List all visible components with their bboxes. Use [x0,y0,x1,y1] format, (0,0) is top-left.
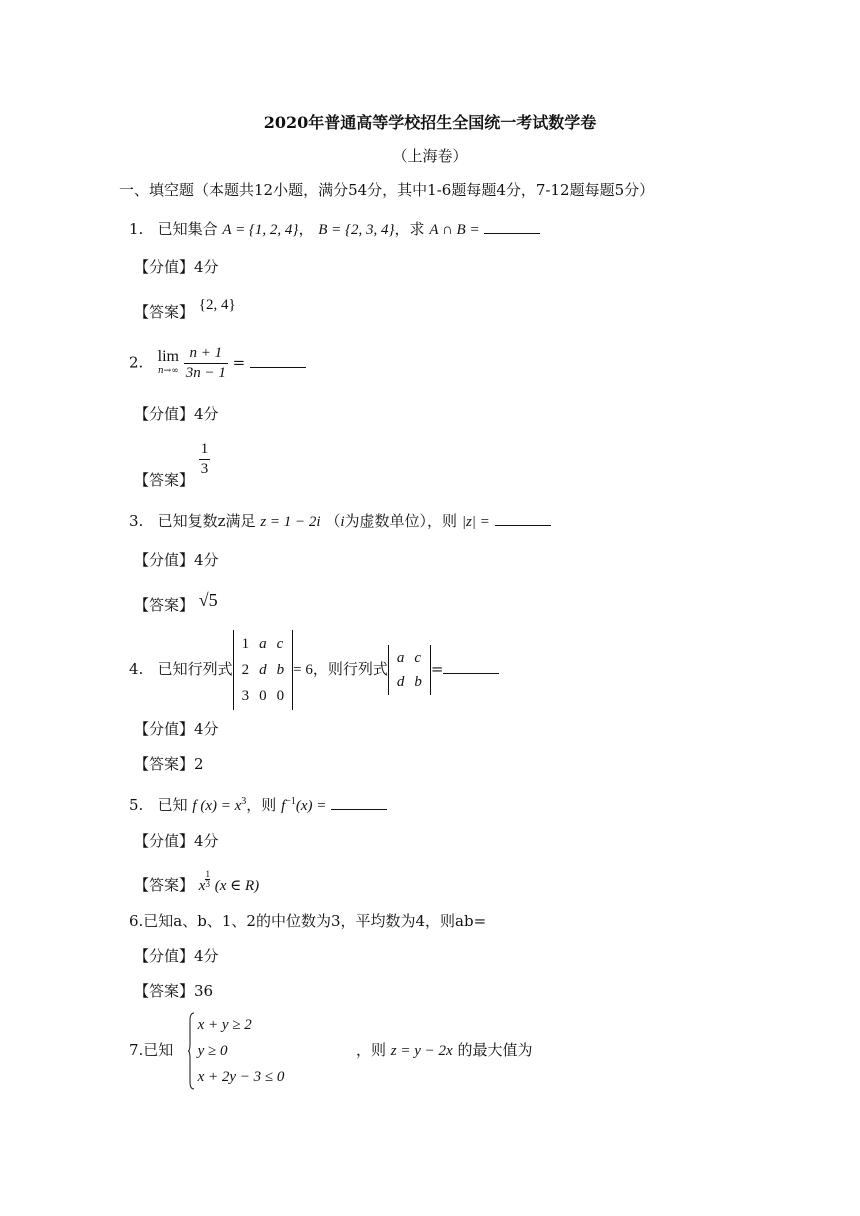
q1-comma: ， [298,220,314,238]
det3-cell: 0 [259,688,267,704]
det3-cell: 3 [241,688,250,704]
q3-blank [495,511,551,526]
q5-answer [134,869,260,895]
det3-cell: d [259,662,267,678]
det3-cell: c [276,636,284,652]
q5-text-b: ，则 [246,796,277,814]
question-2 [129,344,306,383]
q5-exp-num: 1 [205,869,210,879]
q3-text-b: （ [325,512,341,530]
q4-number: 4. [129,660,144,678]
question-6: 6.已知a、b、1、2的中位数为3，平均数为4，则ab= [129,912,487,930]
q4-answer: 【答案】2 [134,755,204,773]
q2-blank [250,353,306,368]
det3-cell: 0 [276,688,285,704]
q5-inverse: f [281,798,286,814]
q1-set-a: A = {1, 2, 4} [222,222,299,238]
q3-text-c: 为虚数单位），则 [344,512,458,530]
det2-cell: c [414,650,422,666]
question-3 [129,511,551,531]
q5-answer-base: x [198,878,206,894]
q1-expr: A ∩ B = [429,222,480,238]
q1-text-b: ，求 [394,220,425,238]
q5-answer-exponent [205,870,210,889]
q1-score: 【分值】4分 [134,258,219,276]
q2-fraction [184,344,228,383]
q5-score: 【分值】4分 [134,832,219,850]
q1-answer [134,297,236,322]
q1-text-a: 已知集合 [157,220,218,238]
q5-number: 5. [129,796,144,814]
q5-answer-label: 【答案】 [134,876,195,894]
q2-answer [134,440,210,489]
q1-blank [484,219,540,234]
q7-text-c: 的最大值为 [457,1041,533,1059]
det2-cell: b [414,674,422,690]
question-5 [129,793,387,815]
q2-limit [157,347,179,378]
q5-inverse-arg: (x) = [295,798,327,814]
q2-numerator: n + 1 [184,344,228,364]
q3-text-a: 已知复数z满足 [157,512,256,530]
q4-equals: = [430,660,444,678]
det3-cell: 1 [241,636,250,652]
q4-text-b: ，则行列式 [312,660,388,678]
det3-cell: b [276,662,285,678]
q5-blank [331,795,387,810]
q2-lim-sub: n→∞ [157,365,179,376]
q5-function: f (x) = x [192,798,242,814]
det2-cell: d [396,674,405,690]
q5-exp-den: 3 [205,879,210,889]
q1-number: 1. [129,220,144,238]
q1-set-b: B = {2, 3, 4} [318,222,395,238]
page-title: 2020年普通高等学校招生全国统一考试数学卷 [263,113,597,132]
q3-expr: z = 1 − 2i [260,514,321,530]
q3-answer [134,590,218,614]
q2-answer-den: 3 [200,461,209,477]
det3-cell: 2 [241,662,250,678]
q2-equals: = [232,353,246,372]
q6-score: 【分值】4分 [134,947,219,965]
question-1 [129,219,540,239]
q6-answer: 【答案】36 [134,982,214,1000]
q7-inequality-system [188,1012,285,1090]
q5-answer-domain: (x ∈ R) [214,878,260,894]
question-7 [129,1012,532,1090]
section-heading: 一、填空题（本题共12小题，满分54分，其中1-6题每题4分，7-12题每题5分） [119,181,655,199]
det2-cell: a [396,650,405,666]
q4-score: 【分值】4分 [134,720,219,738]
q2-answer-fraction [199,440,211,479]
q3-i-symbol: i [340,514,345,530]
q3-number: 3. [129,512,144,530]
q7-constraint-2: y ≥ 0 [197,1043,228,1059]
q7-expr: z = y − 2x [390,1043,453,1059]
q3-score: 【分值】4分 [134,551,219,569]
q2-answer-label: 【答案】 [134,471,195,489]
q7-prefix: 7.已知 [129,1041,174,1059]
q1-answer-label: 【答案】 [134,303,195,321]
brace-icon [188,1012,195,1090]
q2-score: 【分值】4分 [134,405,219,423]
q1-answer-value: {2, 4} [198,297,236,313]
q2-number: 2. [129,353,144,372]
q4-determinant-3x3 [233,630,294,710]
q4-equals-6: = 6 [293,662,313,678]
q4-determinant-2x2 [388,645,431,695]
q5-inverse-exponent: −1 [285,796,296,807]
q4-blank [443,659,499,674]
q3-answer-value: √5 [198,590,218,610]
q5-function-exponent: 3 [241,796,247,807]
q2-answer-num: 1 [199,440,211,460]
q3-abs: |z| = [461,514,490,530]
page-subtitle: （上海卷） [392,147,468,165]
q7-constraint-3: x + 2y − 3 ≤ 0 [197,1069,285,1085]
q2-lim-text: lim [157,347,179,365]
q2-denominator: 3n − 1 [185,365,226,381]
q5-text-a: 已知 [157,796,188,814]
q3-answer-label: 【答案】 [134,596,195,614]
q7-text-b: ，则 [355,1041,386,1059]
det3-cell: a [259,636,267,652]
q4-text-a: 已知行列式 [157,660,233,678]
q7-constraint-1: x + y ≥ 2 [197,1017,252,1033]
question-4 [129,630,499,710]
